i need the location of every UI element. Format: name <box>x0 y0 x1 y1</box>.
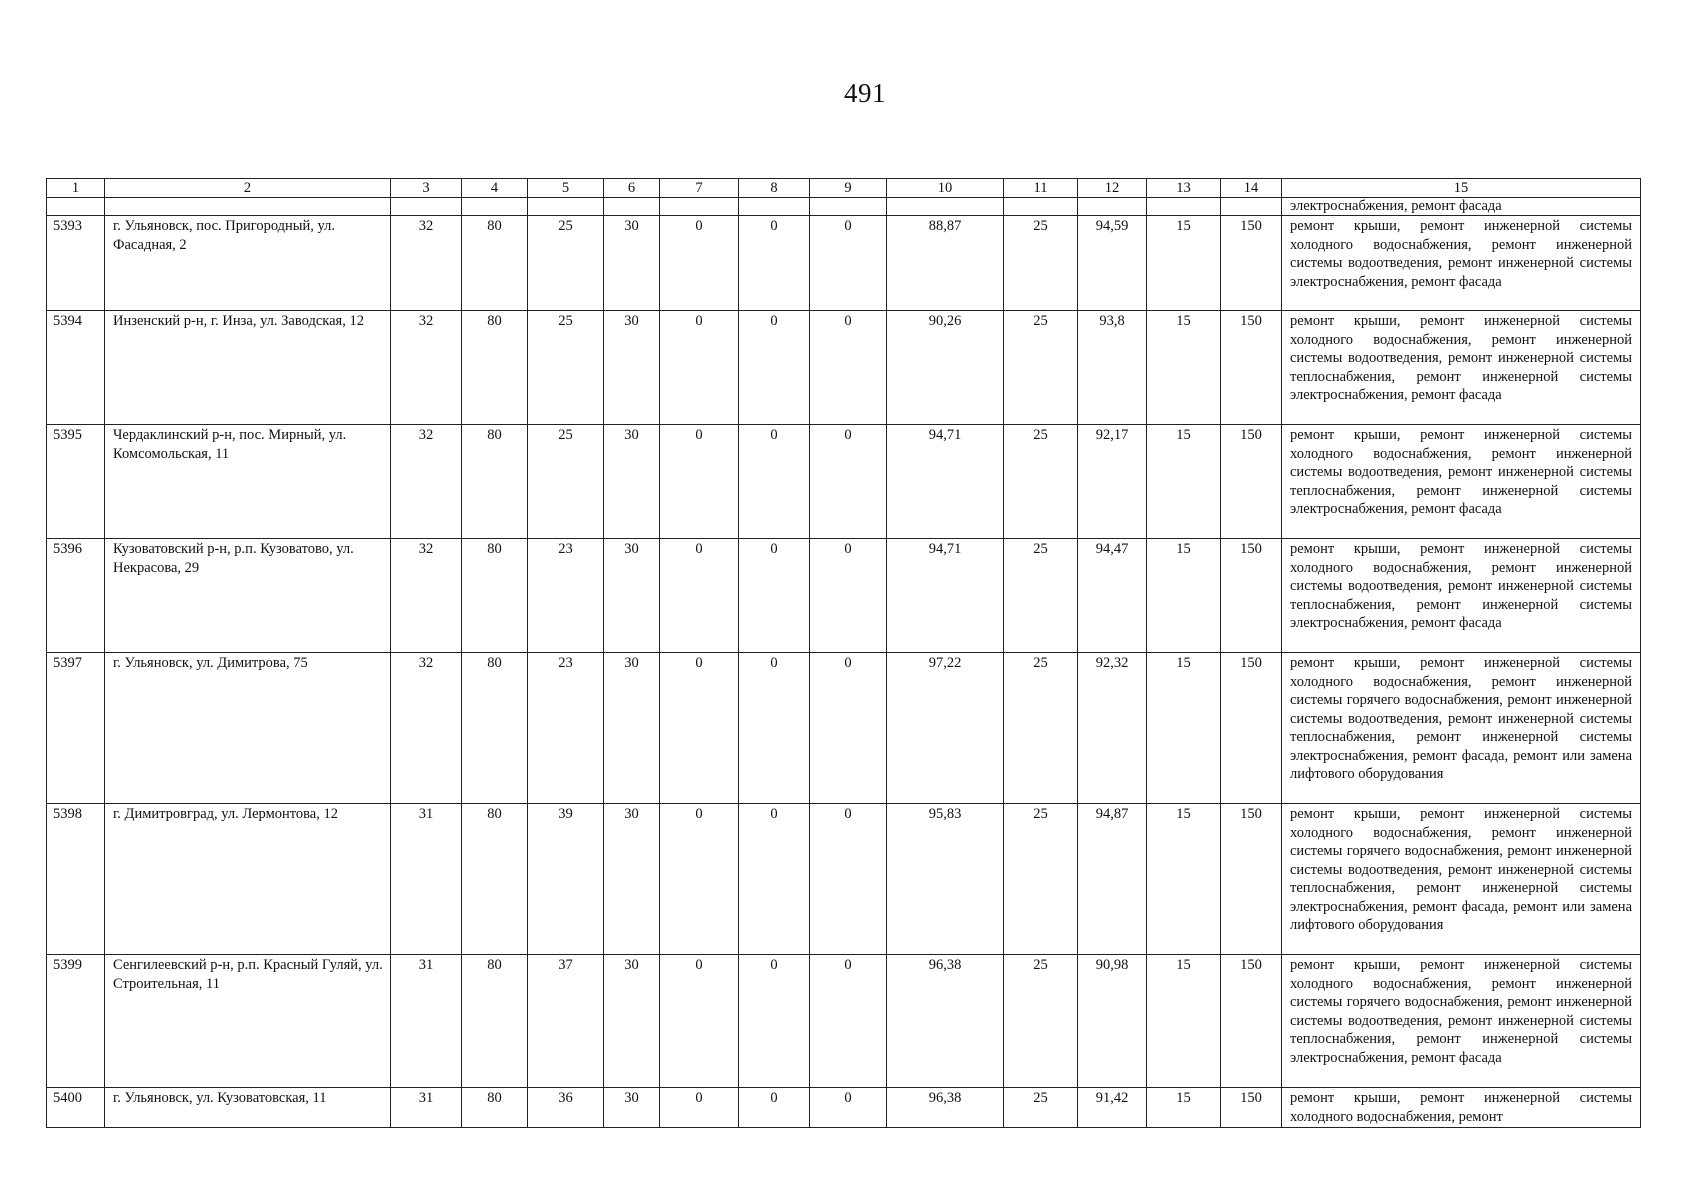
row-address: г. Ульяновск, пос. Пригородный, ул. Фасадная, 2 <box>105 216 391 311</box>
row-address: Сенгилеевский р-н, р.п. Красный Гуляй, ул. Строительная, 11 <box>105 955 391 1088</box>
row-value: 30 <box>604 1088 660 1128</box>
row-value: 150 <box>1221 804 1282 955</box>
row-value: 25 <box>528 216 604 311</box>
row-value: 150 <box>1221 311 1282 425</box>
row-value: 0 <box>739 539 810 653</box>
row-value: 94,59 <box>1078 216 1147 311</box>
row-id: 5396 <box>47 539 105 653</box>
row-value: 0 <box>660 539 739 653</box>
row-value: 30 <box>604 425 660 539</box>
table-row <box>47 653 1641 804</box>
row-value: 0 <box>660 653 739 804</box>
row-value: 23 <box>528 539 604 653</box>
row-value: 96,38 <box>887 955 1004 1088</box>
page-number: 491 <box>844 78 886 108</box>
row-works: ремонт крыши, ремонт инженерной системы холодного водоснабжения, ремонт инженерной системы горячего водоснабжения, ремонт инженерной системы водоотведения, ремонт инженерной системы теплоснабжения, ремонт инженерной системы электроснабжения, ремонт фасада <box>1282 955 1641 1088</box>
column-header: 3 <box>391 179 462 198</box>
row-value: 0 <box>810 653 887 804</box>
row-id: 5400 <box>47 1088 105 1128</box>
row-value: 0 <box>660 1088 739 1128</box>
row-value: 25 <box>1004 804 1078 955</box>
row-value: 0 <box>660 216 739 311</box>
table-row <box>47 425 1641 539</box>
row-value: 25 <box>528 425 604 539</box>
row-value: 0 <box>739 425 810 539</box>
row-value: 88,87 <box>887 216 1004 311</box>
row-works: ремонт крыши, ремонт инженерной системы холодного водоснабжения, ремонт инженерной системы водоотведения, ремонт инженерной системы теплоснабжения, ремонт инженерной системы электроснабжения, ремонт фасада <box>1282 425 1641 539</box>
row-value: 91,42 <box>1078 1088 1147 1128</box>
column-header: 10 <box>887 179 1004 198</box>
row-works: ремонт крыши, ремонт инженерной системы холодного водоснабжения, ремонт <box>1282 1088 1641 1128</box>
row-value: 96,38 <box>887 1088 1004 1128</box>
row-value: 80 <box>462 216 528 311</box>
row-value: 15 <box>1147 955 1221 1088</box>
row-value: 150 <box>1221 216 1282 311</box>
row-value: 80 <box>462 955 528 1088</box>
row-value: 0 <box>660 311 739 425</box>
table-row <box>47 539 1641 653</box>
table-row <box>47 1088 1641 1128</box>
row-value: 25 <box>1004 425 1078 539</box>
row-value: 25 <box>528 311 604 425</box>
row-value: 0 <box>810 425 887 539</box>
row-value: 92,17 <box>1078 425 1147 539</box>
column-header: 7 <box>660 179 739 198</box>
row-value: 0 <box>660 425 739 539</box>
column-header: 1 <box>47 179 105 198</box>
row-value: 0 <box>739 1088 810 1128</box>
works-continuation: электроснабжения, ремонт фасада <box>1282 198 1641 216</box>
row-value: 0 <box>739 653 810 804</box>
row-value: 15 <box>1147 311 1221 425</box>
column-header: 14 <box>1221 179 1282 198</box>
column-number-row <box>47 179 1641 198</box>
row-value: 15 <box>1147 804 1221 955</box>
housing-repair-table <box>46 178 1641 1128</box>
row-value: 32 <box>391 216 462 311</box>
row-value: 80 <box>462 539 528 653</box>
row-value: 32 <box>391 653 462 804</box>
row-works: ремонт крыши, ремонт инженерной системы холодного водоснабжения, ремонт инженерной системы горячего водоснабжения, ремонт инженерной системы водоотведения, ремонт инженерной системы теплоснабжения, ремонт инженерной системы электроснабжения, ремонт фасада, ремонт или замена лифтового оборудования <box>1282 653 1641 804</box>
row-value: 30 <box>604 216 660 311</box>
continuation-row <box>47 198 1641 216</box>
row-value: 94,47 <box>1078 539 1147 653</box>
column-header: 4 <box>462 179 528 198</box>
row-address: Чердаклинский р-н, пос. Мирный, ул. Комсомольская, 11 <box>105 425 391 539</box>
row-value: 150 <box>1221 539 1282 653</box>
row-value: 32 <box>391 539 462 653</box>
row-works: ремонт крыши, ремонт инженерной системы холодного водоснабжения, ремонт инженерной системы водоотведения, ремонт инженерной системы теплоснабжения, ремонт инженерной системы электроснабжения, ремонт фасада <box>1282 539 1641 653</box>
row-value: 93,8 <box>1078 311 1147 425</box>
row-value: 15 <box>1147 216 1221 311</box>
table-row <box>47 955 1641 1088</box>
row-value: 90,98 <box>1078 955 1147 1088</box>
row-value: 30 <box>604 955 660 1088</box>
row-value: 30 <box>604 311 660 425</box>
row-value: 0 <box>660 804 739 955</box>
row-value: 80 <box>462 1088 528 1128</box>
row-value: 25 <box>1004 653 1078 804</box>
row-address: г. Димитровград, ул. Лермонтова, 12 <box>105 804 391 955</box>
column-header: 12 <box>1078 179 1147 198</box>
row-value: 80 <box>462 804 528 955</box>
row-value: 0 <box>739 311 810 425</box>
row-address: г. Ульяновск, ул. Кузоватовская, 11 <box>105 1088 391 1128</box>
column-header: 13 <box>1147 179 1221 198</box>
row-value: 150 <box>1221 425 1282 539</box>
row-id: 5394 <box>47 311 105 425</box>
row-value: 92,32 <box>1078 653 1147 804</box>
row-works: ремонт крыши, ремонт инженерной системы холодного водоснабжения, ремонт инженерной системы водоотведения, ремонт инженерной системы электроснабжения, ремонт фасада <box>1282 216 1641 311</box>
row-value: 15 <box>1147 1088 1221 1128</box>
row-value: 23 <box>528 653 604 804</box>
row-value: 0 <box>810 1088 887 1128</box>
row-value: 94,87 <box>1078 804 1147 955</box>
row-value: 94,71 <box>887 425 1004 539</box>
row-value: 31 <box>391 1088 462 1128</box>
column-header: 6 <box>604 179 660 198</box>
row-value: 94,71 <box>887 539 1004 653</box>
row-value: 150 <box>1221 653 1282 804</box>
row-value: 15 <box>1147 425 1221 539</box>
row-value: 0 <box>739 804 810 955</box>
row-value: 0 <box>810 955 887 1088</box>
row-value: 15 <box>1147 539 1221 653</box>
column-header: 9 <box>810 179 887 198</box>
row-value: 30 <box>604 804 660 955</box>
row-id: 5399 <box>47 955 105 1088</box>
row-address: Кузоватовский р-н, р.п. Кузоватово, ул. Некрасова, 29 <box>105 539 391 653</box>
row-value: 80 <box>462 425 528 539</box>
row-value: 0 <box>660 955 739 1088</box>
row-value: 37 <box>528 955 604 1088</box>
row-value: 80 <box>462 653 528 804</box>
row-id: 5393 <box>47 216 105 311</box>
row-value: 25 <box>1004 1088 1078 1128</box>
row-value: 30 <box>604 539 660 653</box>
row-value: 0 <box>810 804 887 955</box>
row-value: 15 <box>1147 653 1221 804</box>
row-works: ремонт крыши, ремонт инженерной системы холодного водоснабжения, ремонт инженерной системы горячего водоснабжения, ремонт инженерной системы водоотведения, ремонт инженерной системы теплоснабжения, ремонт инженерной системы электроснабжения, ремонт фасада, ремонт или замена лифтового оборудования <box>1282 804 1641 955</box>
row-address: г. Ульяновск, ул. Димитрова, 75 <box>105 653 391 804</box>
row-value: 150 <box>1221 955 1282 1088</box>
row-value: 36 <box>528 1088 604 1128</box>
table-row <box>47 311 1641 425</box>
row-value: 25 <box>1004 216 1078 311</box>
row-value: 32 <box>391 425 462 539</box>
row-id: 5395 <box>47 425 105 539</box>
column-header: 11 <box>1004 179 1078 198</box>
row-value: 0 <box>810 539 887 653</box>
row-value: 30 <box>604 653 660 804</box>
row-value: 80 <box>462 311 528 425</box>
row-value: 39 <box>528 804 604 955</box>
row-value: 32 <box>391 311 462 425</box>
row-value: 0 <box>810 311 887 425</box>
column-header: 15 <box>1282 179 1641 198</box>
column-header: 2 <box>105 179 391 198</box>
row-value: 31 <box>391 804 462 955</box>
row-value: 90,26 <box>887 311 1004 425</box>
row-id: 5398 <box>47 804 105 955</box>
column-header: 8 <box>739 179 810 198</box>
row-value: 31 <box>391 955 462 1088</box>
row-id: 5397 <box>47 653 105 804</box>
row-address: Инзенский р-н, г. Инза, ул. Заводская, 12 <box>105 311 391 425</box>
column-header: 5 <box>528 179 604 198</box>
row-value: 150 <box>1221 1088 1282 1128</box>
row-value: 25 <box>1004 539 1078 653</box>
table-row <box>47 804 1641 955</box>
row-value: 0 <box>739 216 810 311</box>
row-value: 25 <box>1004 311 1078 425</box>
row-value: 95,83 <box>887 804 1004 955</box>
row-value: 25 <box>1004 955 1078 1088</box>
row-value: 0 <box>739 955 810 1088</box>
row-works: ремонт крыши, ремонт инженерной системы холодного водоснабжения, ремонт инженерной системы водоотведения, ремонт инженерной системы теплоснабжения, ремонт инженерной системы электроснабжения, ремонт фасада <box>1282 311 1641 425</box>
table-row <box>47 216 1641 311</box>
row-value: 97,22 <box>887 653 1004 804</box>
row-value: 0 <box>810 216 887 311</box>
